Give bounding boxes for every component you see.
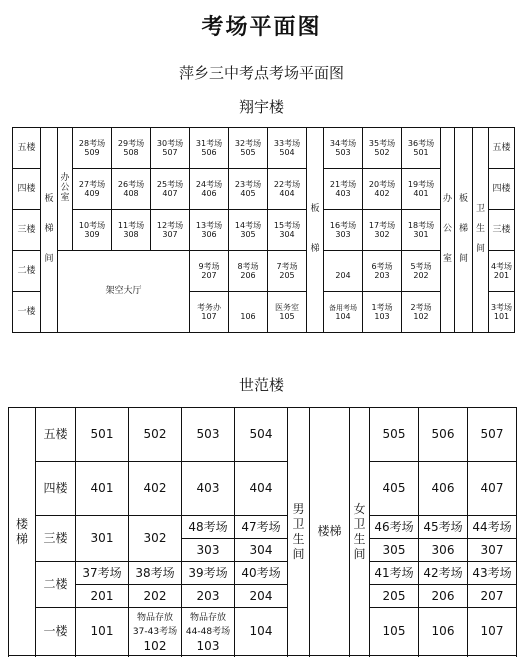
- building1-floor-plan: [12, 127, 515, 333]
- room-cell: 405: [370, 462, 419, 516]
- room-cell: 503: [182, 408, 235, 462]
- stairs-left: 楼 梯: [9, 408, 36, 656]
- room-cell: 22考场 404: [268, 169, 307, 210]
- floor-label: 五楼: [36, 408, 76, 462]
- toilet-male: 男 卫 生 间: [288, 408, 310, 656]
- exam-label: 47考场: [235, 516, 288, 539]
- room-cell: 16考场 303: [324, 210, 363, 251]
- exam-label: 37考场: [76, 562, 129, 585]
- floor-label: 二楼: [13, 251, 41, 292]
- room-number: 305: [370, 539, 419, 562]
- room-cell: 504: [235, 408, 288, 462]
- storage-room-cell: 物品存放 44-48考场 103: [182, 608, 235, 656]
- room-cell: 20考场 402: [363, 169, 402, 210]
- room-cell: 4考场 201: [489, 251, 515, 292]
- room-number: 303: [182, 539, 235, 562]
- office-left: 办 公 室: [58, 128, 73, 251]
- toilet-right: 卫 生 间: [473, 128, 489, 333]
- building1-title: 翔宇楼: [238, 98, 284, 116]
- room-cell: 105: [370, 608, 419, 656]
- room-cell: 34考场 503: [324, 128, 363, 169]
- room-cell: 401: [76, 462, 129, 516]
- room-cell: 25考场 407: [151, 169, 190, 210]
- room-cell: 6考场 203: [363, 251, 402, 292]
- room-cell: 15考场 304: [268, 210, 307, 251]
- exam-label: 39考场: [182, 562, 235, 585]
- stairs-mid: 楼梯: [310, 408, 350, 656]
- room-cell: 507: [468, 408, 517, 462]
- room-number: 206: [419, 585, 468, 608]
- floor-label: 五楼: [13, 128, 41, 169]
- floor-label: 五楼: [489, 128, 515, 169]
- room-cell: 30考场 507: [151, 128, 190, 169]
- room-cell: 506: [419, 408, 468, 462]
- building2-floor-plan: [8, 407, 517, 656]
- room-cell: 29考场 508: [112, 128, 151, 169]
- room-cell: 18考场 301: [402, 210, 441, 251]
- floor-label: 三楼: [13, 210, 41, 251]
- exam-label: 45考场: [419, 516, 468, 539]
- room-cell: 19考场 401: [402, 169, 441, 210]
- room-cell: 407: [468, 462, 517, 516]
- toilet-female: 女 卫 生 间: [350, 408, 370, 656]
- floor-label: 一楼: [36, 608, 76, 656]
- room-cell: 11考场 308: [112, 210, 151, 251]
- storage-room-cell: 物品存放 37-43考场 102: [129, 608, 182, 656]
- room-cell: 21考场 403: [324, 169, 363, 210]
- exam-label: 38考场: [129, 562, 182, 585]
- room-cell: 204: [324, 251, 363, 292]
- open-hall: 架空大厅: [58, 251, 190, 333]
- room-cell: 406: [419, 462, 468, 516]
- room-cell: 5考场 202: [402, 251, 441, 292]
- room-cell: 28考场 509: [73, 128, 112, 169]
- room-cell: 33考场 504: [268, 128, 307, 169]
- room-cell: 32考场 505: [229, 128, 268, 169]
- room-cell: 考务办 107: [190, 292, 229, 333]
- room-number: 203: [182, 585, 235, 608]
- room-number: 202: [129, 585, 182, 608]
- room-cell: 1考场 103: [363, 292, 402, 333]
- room-cell: 备用考场 104: [324, 292, 363, 333]
- room-cell: 104: [235, 608, 288, 656]
- room-number: 304: [235, 539, 288, 562]
- room-cell: 107: [468, 608, 517, 656]
- room-cell: 17考场 302: [363, 210, 402, 251]
- room-cell: 403: [182, 462, 235, 516]
- room-cell: 106: [229, 292, 268, 333]
- room-number: 205: [370, 585, 419, 608]
- room-cell: 13考场 306: [190, 210, 229, 251]
- floor-label: 四楼: [489, 169, 515, 210]
- exam-label: 42考场: [419, 562, 468, 585]
- room-cell: 26考场 408: [112, 169, 151, 210]
- exam-label: 48考场: [182, 516, 235, 539]
- room-cell: 101: [76, 608, 129, 656]
- room-cell: 24考场 406: [190, 169, 229, 210]
- page-subtitle: 萍乡三中考点考场平面图: [178, 64, 344, 82]
- room-cell: 7考场 205: [268, 251, 307, 292]
- room-cell: 36考场 501: [402, 128, 441, 169]
- room-cell: 404: [235, 462, 288, 516]
- room-cell: 505: [370, 408, 419, 462]
- floor-label: 三楼: [489, 210, 515, 251]
- room-number: 306: [419, 539, 468, 562]
- room-cell: 302: [129, 516, 182, 562]
- room-number: 204: [235, 585, 288, 608]
- room-cell: 10考场 309: [73, 210, 112, 251]
- room-number: 307: [468, 539, 517, 562]
- floor-label: 四楼: [13, 169, 41, 210]
- room-cell: 2考场 102: [402, 292, 441, 333]
- exam-label: 40考场: [235, 562, 288, 585]
- room-cell: 3考场 101: [489, 292, 515, 333]
- room-cell: 8考场 206: [229, 251, 268, 292]
- exam-label: 46考场: [370, 516, 419, 539]
- exam-label: 41考场: [370, 562, 419, 585]
- room-cell: 402: [129, 462, 182, 516]
- floor-label: 四楼: [36, 462, 76, 516]
- room-cell: 12考场 307: [151, 210, 190, 251]
- exam-label: 44考场: [468, 516, 517, 539]
- room-cell: 9考场 207: [190, 251, 229, 292]
- page-title: 考场平面图: [201, 15, 322, 40]
- room-cell: 106: [419, 608, 468, 656]
- room-cell: 医务室 105: [268, 292, 307, 333]
- exam-label: 43考场: [468, 562, 517, 585]
- floor-label: 三楼: [36, 516, 76, 562]
- office-right: 办 公 室: [441, 128, 455, 333]
- room-cell: 31考场 506: [190, 128, 229, 169]
- floor-label: 二楼: [36, 562, 76, 608]
- building2-title: 世范楼: [238, 376, 284, 394]
- room-cell: 27考场 409: [73, 169, 112, 210]
- room-number: 207: [468, 585, 517, 608]
- stairs-mid: 板 梯: [307, 128, 324, 333]
- room-number: 201: [76, 585, 129, 608]
- room-cell: 23考场 405: [229, 169, 268, 210]
- stairs-right: 板 梯 间: [455, 128, 473, 333]
- stairs-left: 板 梯 间: [41, 128, 58, 333]
- room-cell: 35考场 502: [363, 128, 402, 169]
- room-cell: 14考场 305: [229, 210, 268, 251]
- room-cell: 502: [129, 408, 182, 462]
- room-cell: 301: [76, 516, 129, 562]
- floor-label: 一楼: [13, 292, 41, 333]
- room-cell: 501: [76, 408, 129, 462]
